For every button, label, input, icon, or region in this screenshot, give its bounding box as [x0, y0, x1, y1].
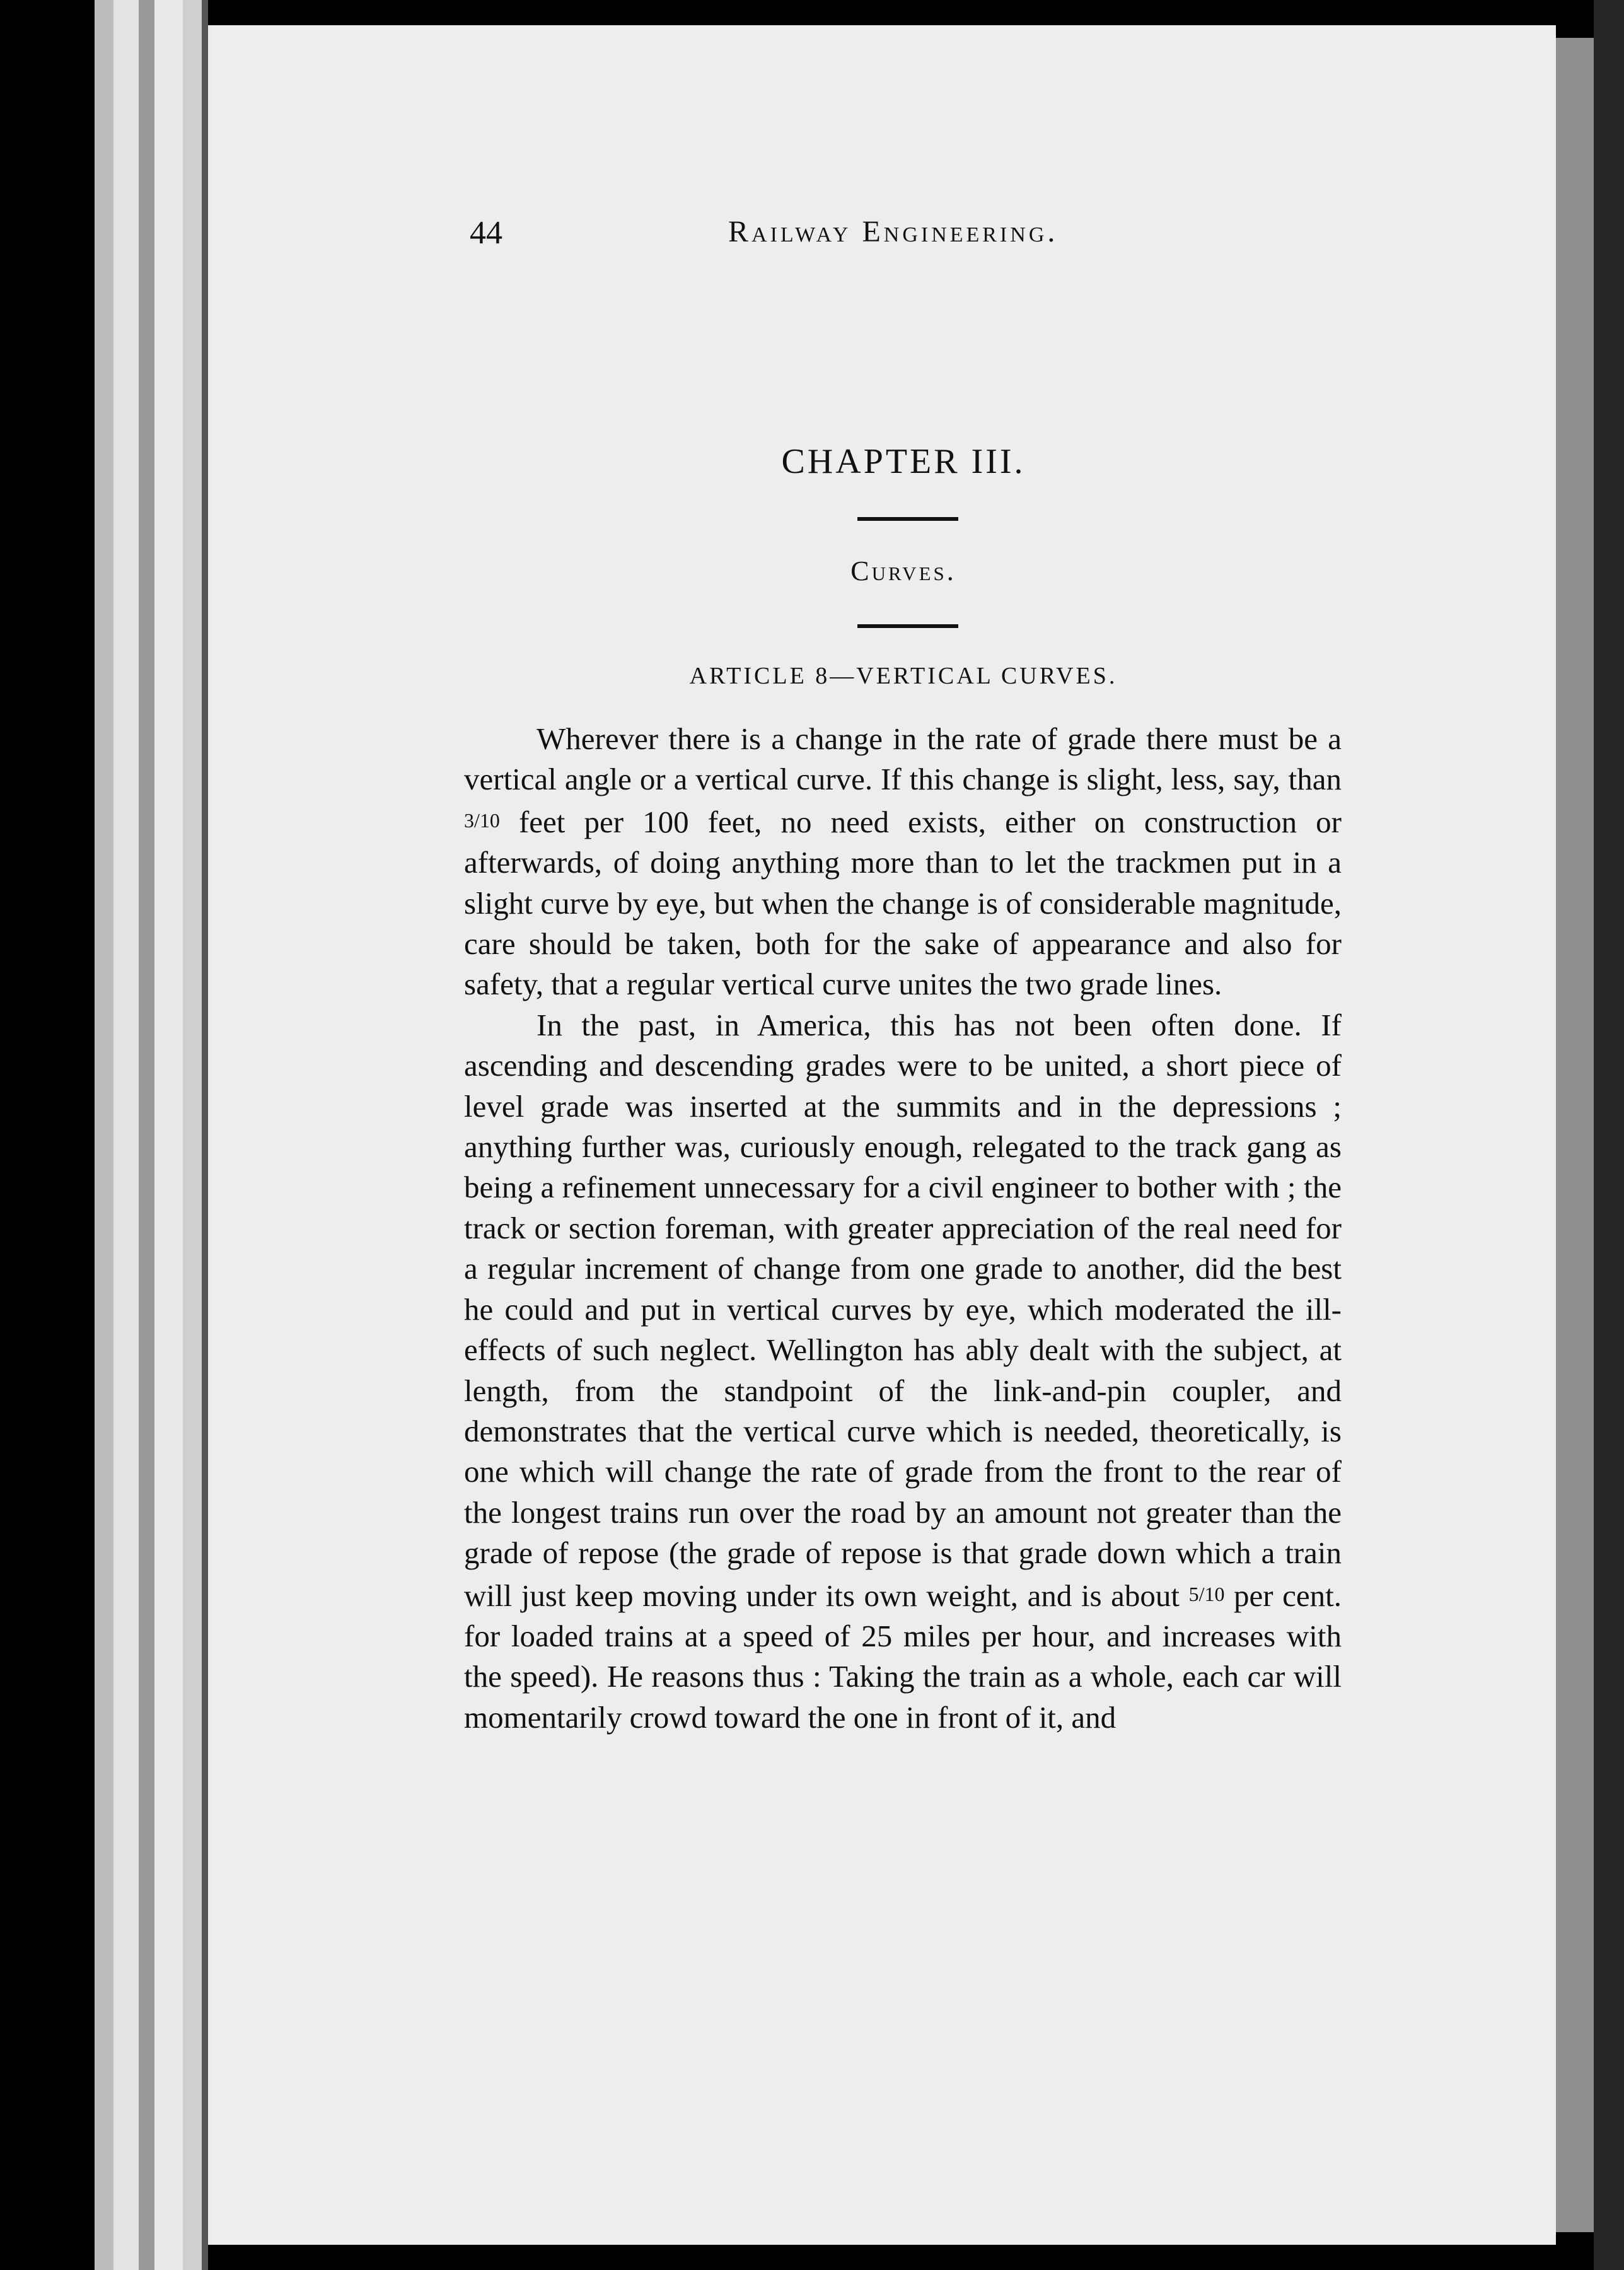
paragraph	[464, 719, 1342, 1005]
divider-rule	[857, 517, 958, 521]
background-edge	[1594, 0, 1624, 2270]
page-edge	[183, 0, 202, 2270]
fraction: 5/10	[1188, 1582, 1225, 1605]
page-edge	[154, 0, 183, 2270]
page-edge	[139, 0, 154, 2270]
fraction: 3/10	[464, 808, 500, 832]
chapter-title: CHAPTER III.	[781, 442, 1026, 481]
running-title: Railway Engineering.	[728, 215, 1058, 248]
page-edge	[113, 0, 139, 2270]
page-edge	[95, 0, 113, 2270]
section-title: Curves.	[850, 556, 956, 586]
paragraph	[464, 1005, 1342, 1738]
paragraph-text: feet per 100 feet, no need exists, either on construction or afterwards, of doing anything more than to let the trackmen put in a slight curve by eye, but when the change is of considerable magnitude, care should be taken, both for the sake of appearance and also for safety, that a regular vertical curve unites the two grade lines.	[464, 804, 1342, 1002]
facing-page-edge	[1556, 38, 1594, 2232]
paragraph-text: per cent. for loaded trains at a speed of 25 miles per hour, and increases with the speed). He reasons thus : Taking the train as a whole, each car will momentarily crowd toward the one in front of it, and	[464, 1578, 1342, 1735]
paragraph-text: In the past, in America, this has not been often done. If ascending and descending grades were to be united, a short piece of level grade was inserted at the summits and in the depressions ; anything further was, curiously enough, relegated to the track gang as being a refinement unnecessary for a civil engineer to bother with ; the track or section foreman, with greater appreciation of the real need for a regular increment of change from one grade to another, did the best he could and put in vertical curves by eye, which moderated the ill-effects of such neglect. Wellington has ably dealt with the subject, at length, from the standpoint of the link-and-pin coupler, and demonstrates that the vertical curve which is needed, theoretically, is one which will change the rate of grade from the front to the rear of the longest trains run over the road by an amount not greater than the grade of repose (the grade of repose is that grade down which a train will just keep moving under its own weight, and is about	[464, 1007, 1342, 1613]
running-header	[470, 214, 1541, 265]
paragraph-text: Wherever there is a change in the rate of grade there must be a vertical angle or a vertical curve. If this change is slight, less, say, than	[464, 721, 1342, 797]
article-heading: ARTICLE 8—VERTICAL CURVES.	[689, 663, 1118, 689]
divider-rule	[857, 624, 958, 628]
body-text	[464, 719, 1342, 1738]
page-number: 44	[470, 215, 502, 251]
page-gutter	[202, 0, 208, 2270]
